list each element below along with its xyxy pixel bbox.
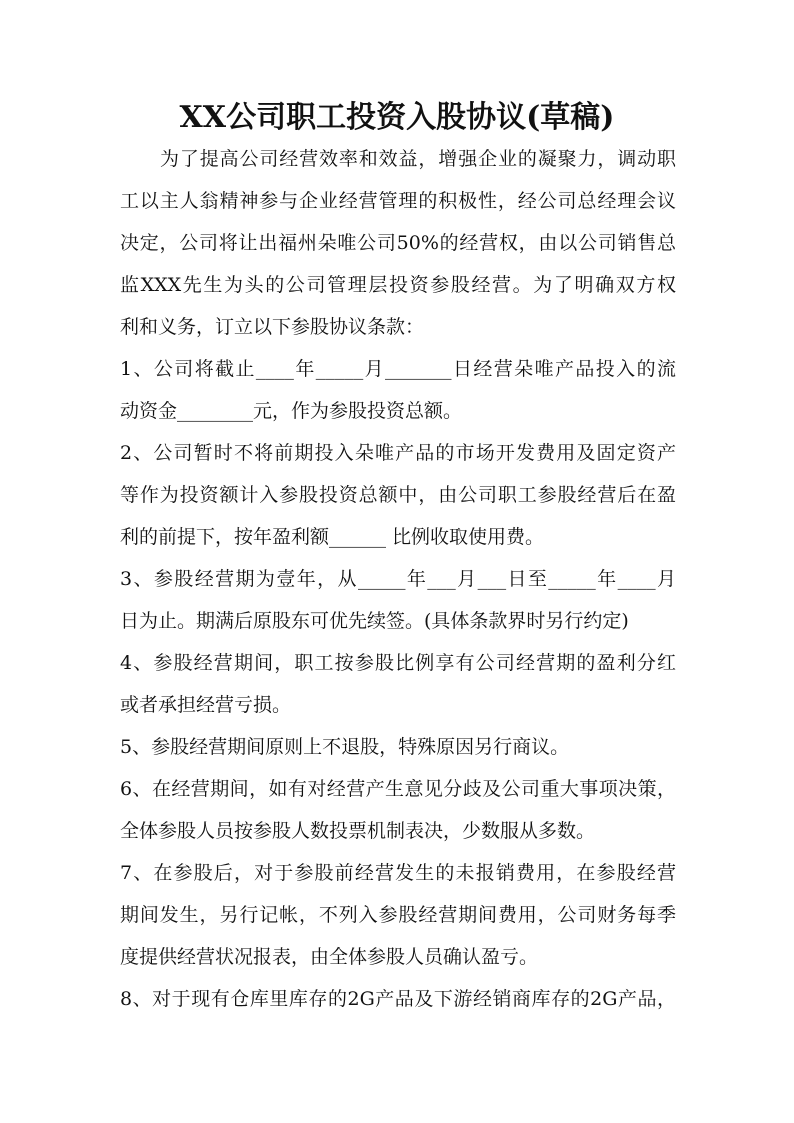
clause-1-line-1: 1、公司将截止____年_____月_______日经营朵唯产品投入的流 bbox=[120, 358, 676, 380]
intro-line-3: 决定，公司将让出福州朵唯公司50%的经营权，由以公司销售总 bbox=[120, 232, 676, 254]
clause-7-line-3: 度提供经营状况报表，由全体参股人员确认盈亏。 bbox=[120, 946, 539, 968]
document-title: XX公司职工投资入股协议(草稿) bbox=[179, 100, 615, 135]
clause-3-line-2: 日为止。期满后原股东可优先续签。(具体条款界时另行约定) bbox=[120, 610, 629, 632]
clause-5-line-1: 5、参股经营期间原则上不退股，特殊原因另行商议。 bbox=[120, 736, 570, 758]
clause-1-line-2: 动资金________元，作为参股投资总额。 bbox=[120, 400, 463, 422]
intro-line-2: 工以主人翁精神参与企业经营管理的积极性，经公司总经理会议 bbox=[120, 190, 676, 212]
intro-line-1: 为了提高公司经营效率和效益，增强企业的凝聚力，调动职 bbox=[160, 148, 676, 170]
clause-7-line-1: 7、在参股后，对于参股前经营发生的未报销费用，在参股经营 bbox=[120, 862, 676, 884]
clause-4-line-2: 或者承担经营亏损。 bbox=[120, 694, 292, 716]
intro-line-4: 监XXX先生为头的公司管理层投资参股经营。为了明确双方权 bbox=[120, 274, 676, 296]
clause-6-line-2: 全体参股人员按参股人数投票机制表决，少数服从多数。 bbox=[120, 820, 596, 842]
clause-2-line-1: 2、公司暂时不将前期投入朵唯产品的市场开发费用及固定资产 bbox=[120, 442, 676, 464]
clause-4-line-1: 4、参股经营期间，职工按参股比例享有公司经营期的盈利分红 bbox=[120, 652, 676, 674]
clause-8-line-1: 8、对于现有仓库里库存的2G产品及下游经销商库存的2G产品， bbox=[120, 988, 676, 1010]
intro-line-5: 利和义务，订立以下参股协议条款： bbox=[120, 316, 425, 338]
clause-7-line-2: 期间发生，另行记帐，不列入参股经营期间费用，公司财务每季 bbox=[120, 904, 676, 926]
clause-3-line-1: 3、参股经营期为壹年，从_____年___月___日至_____年____月 bbox=[120, 568, 676, 590]
clause-6-line-1: 6、在经营期间，如有对经营产生意见分歧及公司重大事项决策， bbox=[120, 778, 676, 800]
clause-2-line-3: 利的前提下，按年盈利额______ 比例收取使用费。 bbox=[120, 526, 545, 548]
clause-2-line-2: 等作为投资额计入参股投资总额中，由公司职工参股经营后在盈 bbox=[120, 484, 676, 506]
